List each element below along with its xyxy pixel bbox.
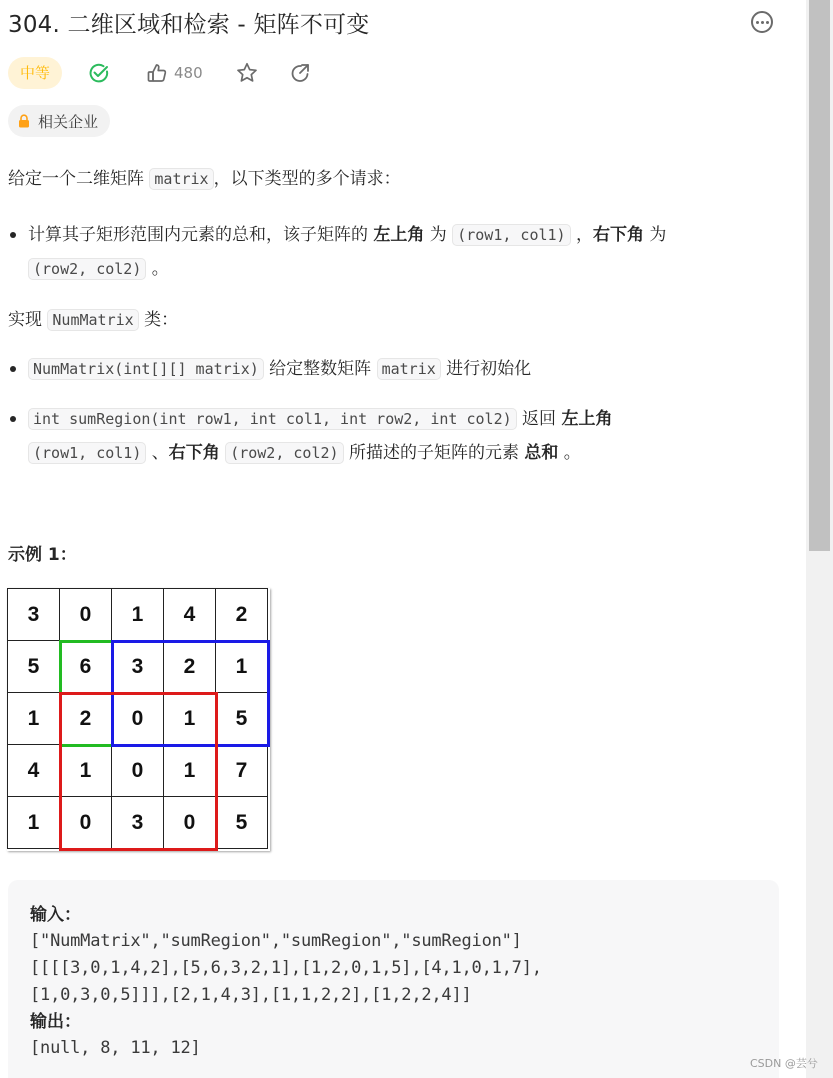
matrix-row [8,641,268,693]
difficulty-badge: 中等 [8,57,62,89]
input-line-1: ["NumMatrix","sumRegion","sumRegion","sumRegion"] [30,931,522,951]
example-matrix-image [7,588,270,851]
matrix-cell: 2 [164,641,216,693]
inline-code: (row2, col2) [28,258,146,280]
matrix-cell: 5 [8,641,60,693]
matrix-cell: 3 [112,641,164,693]
matrix-cell: 7 [216,745,268,797]
bullet-2: NumMatrix(int[][] matrix) 给定整数矩阵 matrix 进行初始化 [28,354,531,384]
bullet-3-line-1: int sumRegion(int row1, int col1, int row2, int col2) 返回 左上角 [28,404,612,434]
related-companies-label: 相关企业 [38,112,99,131]
matrix-cell: 0 [60,589,112,641]
bullet-3-line-2: (row1, col1) 、右下角 (row2, col2) 所描述的子矩阵的元素 总和 。 [28,438,581,468]
matrix-cell: 3 [112,797,164,849]
output-label: 输出： [30,1012,81,1032]
matrix-row [8,693,268,745]
inline-code: NumMatrix [47,309,138,331]
bullet-1-line-2: (row2, col2) 。 [28,254,169,284]
more-icon[interactable] [751,11,773,33]
star-icon[interactable] [235,61,259,85]
matrix-cell: 0 [112,745,164,797]
matrix-cell: 1 [216,641,268,693]
problem-meta-bar [8,57,311,89]
matrix-cell: 1 [8,797,60,849]
example-title: 示例 1： [8,545,77,565]
matrix-cell: 0 [112,693,164,745]
matrix-cell: 2 [60,693,112,745]
input-line-3: [1,0,3,0,5]]],[2,1,4,3],[1,1,2,2],[1,2,2,4]] [30,985,472,1005]
matrix-cell: 5 [216,797,268,849]
intro-paragraph: 给定一个二维矩阵 matrix ，以下类型的多个请求： [8,169,401,189]
matrix-cell: 4 [8,745,60,797]
matrix-cell: 4 [164,589,216,641]
lock-icon [18,114,30,128]
matrix-cell: 1 [164,745,216,797]
bullet-marker [10,366,16,372]
inline-code: (row1, col1) [452,224,570,246]
inline-code: int sumRegion(int row1, int col1, int row2, int col2) [28,408,517,430]
share-icon[interactable] [289,62,311,84]
input-label: 输入： [30,905,81,925]
vertical-scrollbar[interactable] [806,0,833,1078]
matrix-cell: 5 [216,693,268,745]
thumbs-up-icon[interactable] [146,62,168,84]
matrix-row [8,745,268,797]
inline-code: matrix [377,358,441,380]
matrix-grid [7,588,268,849]
matrix-cell: 1 [112,589,164,641]
inline-code: (row2, col2) [225,442,343,464]
matrix-cell: 1 [164,693,216,745]
example-code-block [8,880,779,1078]
related-companies-tag[interactable] [8,105,110,137]
scrollbar-thumb[interactable] [809,0,830,551]
bullet-marker [10,416,16,422]
bullet-1-line-1: 计算其子矩形范围内元素的总和，该子矩阵的 左上角 为 (row1, col1) ，右下角 为 [28,225,667,245]
matrix-cell: 2 [216,589,268,641]
inline-code: NumMatrix(int[][] matrix) [28,358,264,380]
bullet-marker [10,232,16,238]
matrix-cell: 0 [164,797,216,849]
implement-paragraph: 实现 NumMatrix 类： [8,310,179,330]
matrix-cell: 0 [60,797,112,849]
matrix-cell: 1 [60,745,112,797]
inline-code: (row1, col1) [28,442,146,464]
problem-title: 304. 二维区域和检索 - 矩阵不可变 [8,12,370,38]
matrix-row [8,797,268,849]
matrix-cell: 1 [8,693,60,745]
matrix-cell: 6 [60,641,112,693]
output-line-1: [null, 8, 11, 12] [30,1038,201,1058]
matrix-row [8,589,268,641]
matrix-cell: 3 [8,589,60,641]
check-circle-icon [88,62,110,84]
watermark: CSDN @芸兮 [750,1057,818,1070]
like-count: 480 [174,64,203,82]
input-line-2: [[[[3,0,1,4,2],[5,6,3,2,1],[1,2,0,1,5],[4,1,0,1,7], [30,958,542,978]
inline-code: matrix [149,168,213,190]
